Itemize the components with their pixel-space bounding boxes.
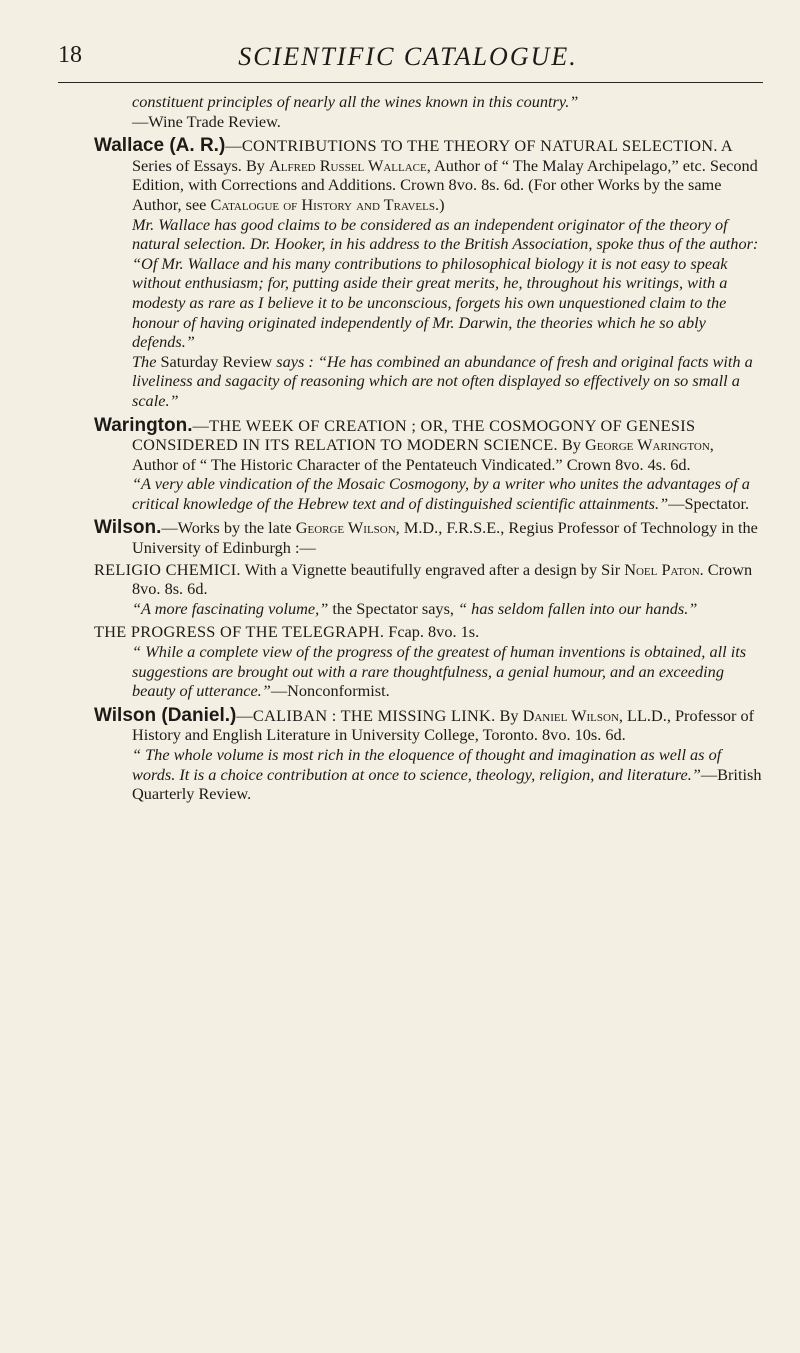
entry-author: Warington. [94,414,193,436]
entry-title: —THE WEEK OF CREATION ; OR, THE COSMOGONY OF GENESIS CONSIDERED IN ITS RELATION TO MODERN SCIENCE. [132,415,696,455]
illustrator-name: Noel Paton. [624,559,704,579]
review-source: —Nonconformist. [270,681,390,701]
review-quote: “ The whole volume is most rich in the eloquence of thought and imagination as well as of words. It is a choice contribution at once to science, theology, religion, and literature.”—British Quarterly Review. [132,745,762,804]
entry-author: Wilson (Daniel.) [94,704,237,726]
entry-author-name: Daniel Wilson, [522,705,623,725]
page-number: 18 [58,42,82,68]
review-source: —British Quarterly Review. [132,764,762,804]
entry-description: Wilson.—Works by the late George Wilson, M.D., F.R.S.E., Regius Professor of Technology in the University of Edinburgh :— [94,517,758,558]
continued-review-source: —Wine Trade Review. [132,111,281,131]
catalogue-entry-warington [94,416,762,514]
entry-description: Warington.—THE WEEK OF CREATION ; OR, THE COSMOGONY OF GENESIS CONSIDERED IN ITS RELATION TO MODERN SCIENCE. By George Warington, Author of “ The Historic Character of the Pentateuch Vindicated.” Crown 8vo. 4s. 6d. [94,414,714,474]
continued-review-quote: constituent principles of nearly all the wines known in this country.” [132,92,579,111]
work-title: THE PROGRESS OF THE TELEGRAPH. [94,622,385,642]
entry-author: Wallace (A. R.) [94,135,226,157]
catalogue-entry-wallace [94,136,762,410]
review-source: —Spectator. [668,493,750,513]
entry-title: —CALIBAN : THE MISSING LINK. [236,705,496,725]
review-quote-2: The Saturday Review says : “He has combined an abundance of fresh and original facts with a liveliness and sagacity of reasoning which are not often displayed so effectively on so small a scale.” [132,351,753,410]
catalogue-body [94,92,762,804]
review-source: the Spectator says, [328,598,459,618]
entry-author: Wilson. [94,517,162,539]
entry-description: Wilson (Daniel.)—CALIBAN : THE MISSING LINK. By Daniel Wilson, LL.D., Professor of History and English Literature in University College, Toronto. 8vo. 10s. 6d. [94,704,755,745]
review-source: Saturday Review [160,351,273,371]
work-title: RELIGIO CHEMICI. [94,559,241,579]
review-quote: “A very able vindication of the Mosaic Cosmogony, by a writer who unites the advantages of a critical knowledge of the Hebrew text and of distinguished scientific attainments.”—Spectator. [132,474,750,513]
catalogue-entry-wilson-daniel [94,706,762,804]
running-title: SCIENTIFIC CATALOGUE. [238,42,578,71]
review-quote: Mr. Wallace has good claims to be considered as an independent originator of the theory of natural selection. Dr. Hooker, in his address to the British Association, spoke thus of the author: “Of Mr. Wallace and his many contributions to philosophical biology it is not easy to speak without enthusiasm; for, putting aside their great merits, he, throughout his writings, with a modesty as rare as I believe it to be unconscious, forgets his own unquestioned claim to the honour of having originated independently of Mr. Darwin, the theories which he so ably defends.” [132,214,759,352]
review-quote: “A more fascinating volume,” the Spectator says, “ has seldom fallen into our hands.” [132,598,698,618]
entry-author-name: George Warington, [584,435,714,455]
entry-title: —CONTRIBUTIONS TO THE THEORY OF NATURAL SELECTION. [225,136,718,156]
catalogue-entry-wilson-george [94,518,762,700]
entry-description: Wallace (A. R.)—CONTRIBUTIONS TO THE THEORY OF NATURAL SELECTION. A Series of Essays. By Alfred Russel Wallace, Author of “ The Malay Archipelago,” etc. Second Edition, with Corrections and Additions. Crown 8vo. 8s. 6d. (For other Works by the same Author, see Catalogue of History and Travels.) [94,135,758,214]
page-header [58,38,758,82]
entry-author-name: Alfred Russel Wallace, [269,155,431,175]
work-progress-of-telegraph: THE PROGRESS OF THE TELEGRAPH. Fcap. 8vo. 1s. [94,622,480,642]
header-rule [58,82,763,83]
entry-author-name: George Wilson, [295,518,400,538]
review-quote: “ While a complete view of the progress of the greatest of human inventions is obtained, all its suggestions are brought out with a rare thoughtfulness, a genial humour, and an exceeding beauty of utterance.”—Nonconformist. [132,642,747,701]
cross-reference: Catalogue of History and Travels. [210,194,440,214]
work-religio-chemici: RELIGIO CHEMICI. With a Vignette beautifully engraved after a design by Sir Noel Paton. Crown 8vo. 8s. 6d. [94,559,753,599]
